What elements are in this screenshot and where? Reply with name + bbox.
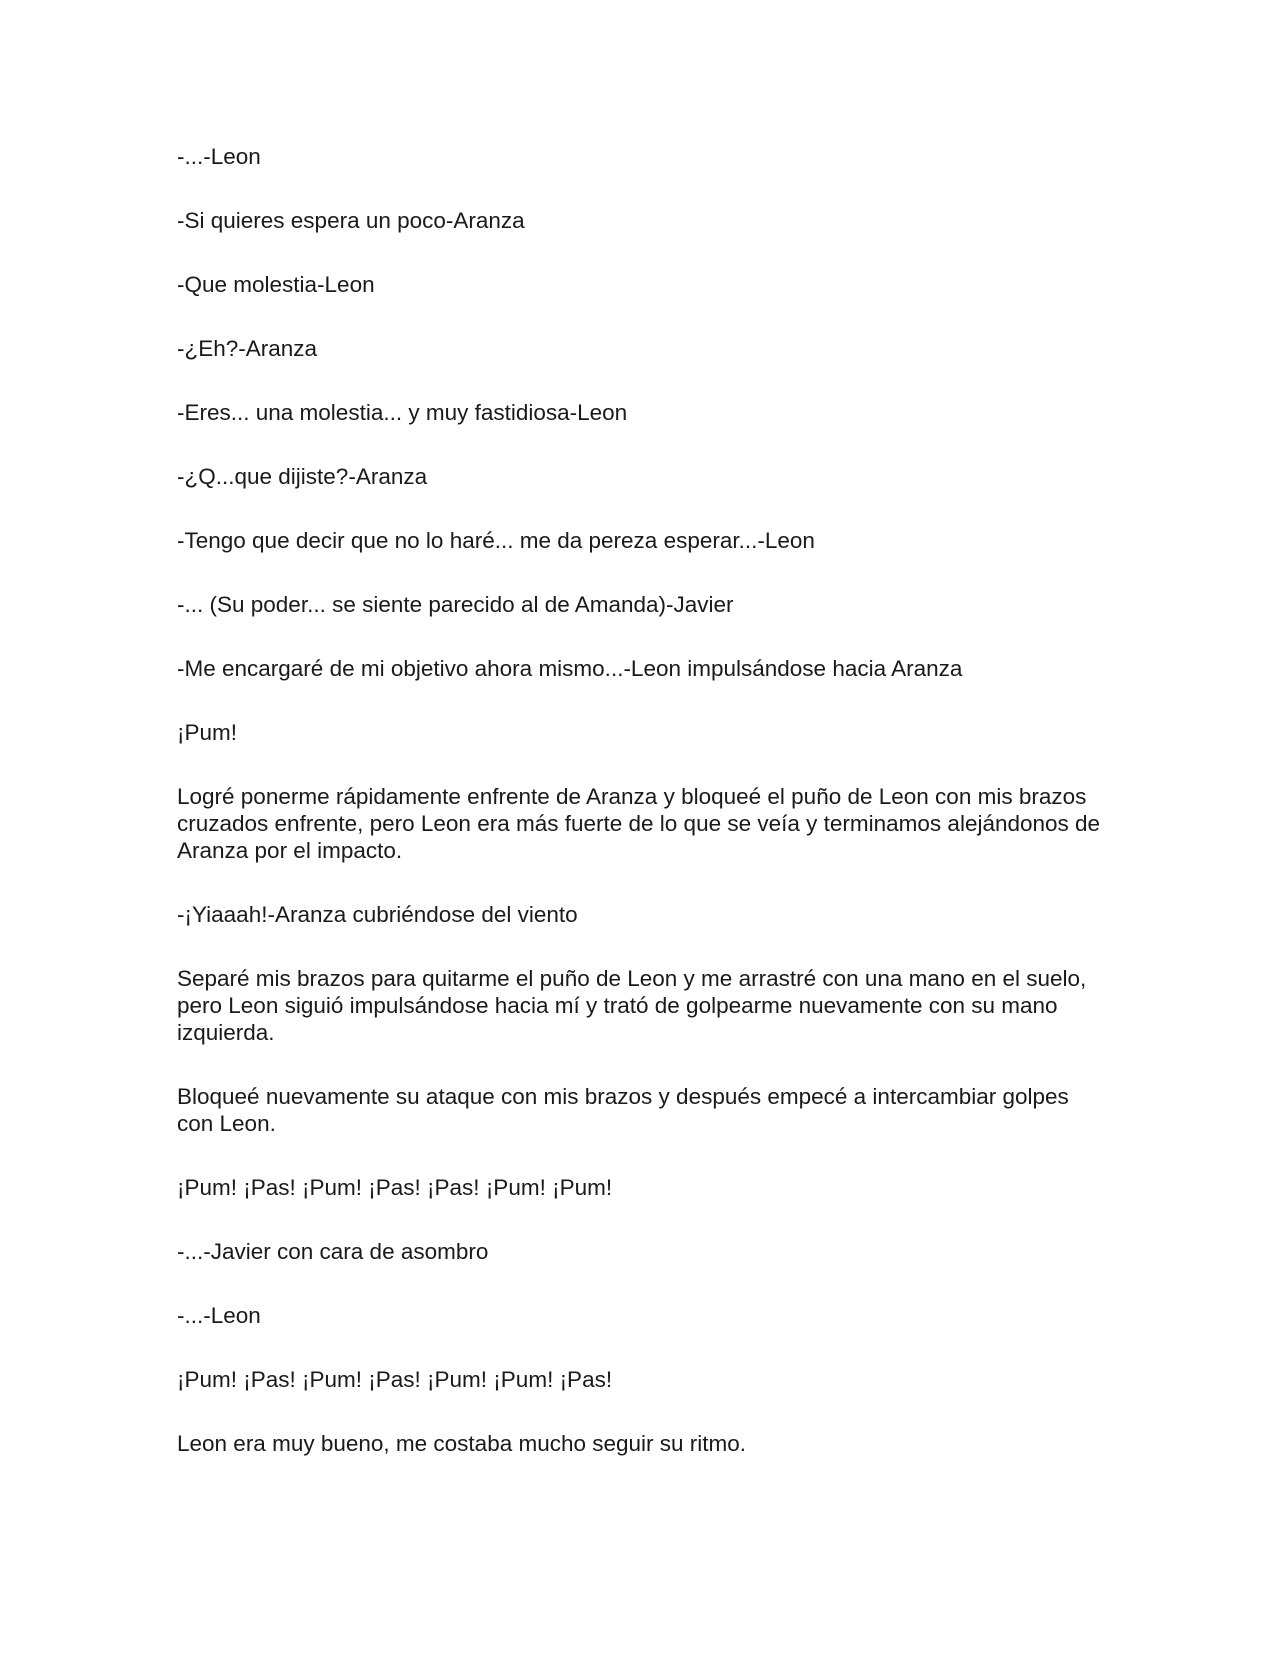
paragraph: ¡Pum! bbox=[177, 720, 238, 745]
paragraph: ¡Pum! ¡Pas! ¡Pum! ¡Pas! ¡Pum! ¡Pum! ¡Pas! bbox=[177, 1367, 613, 1392]
paragraph: ¡Pum! ¡Pas! ¡Pum! ¡Pas! ¡Pas! ¡Pum! ¡Pum! bbox=[177, 1175, 613, 1200]
paragraph: -...-Leon bbox=[177, 144, 261, 169]
paragraph: -Que molestia-Leon bbox=[177, 272, 375, 297]
paragraph: -Eres... una molestia... y muy fastidiosa-Leon bbox=[177, 400, 628, 425]
paragraph: -... (Su poder... se siente parecido al de Amanda)-Javier bbox=[177, 592, 734, 617]
paragraph: -¿Q...que dijiste?-Aranza bbox=[177, 464, 428, 489]
document-body bbox=[177, 143, 1107, 1494]
paragraph: -¡Yiaaah!-Aranza cubriéndose del viento bbox=[177, 902, 578, 927]
paragraph: Bloqueé nuevamente su ataque con mis brazos y después empecé a intercambiar golpes con Leon. bbox=[177, 1084, 1069, 1136]
paragraph: -Me encargaré de mi objetivo ahora mismo...-Leon impulsándose hacia Aranza bbox=[177, 656, 963, 681]
paragraph: -...-Javier con cara de asombro bbox=[177, 1239, 489, 1264]
paragraph: -...-Leon bbox=[177, 1303, 261, 1328]
paragraph: -¿Eh?-Aranza bbox=[177, 336, 318, 361]
paragraph: Logré ponerme rápidamente enfrente de Aranza y bloqueé el puño de Leon con mis brazos cruzados enfrente, pero Leon era más fuerte de lo que se veía y terminamos alejándonos de Aranza por el impacto. bbox=[177, 784, 1101, 863]
paragraph: Separé mis brazos para quitarme el puño de Leon y me arrastré con una mano en el suelo, pero Leon siguió impulsándose hacia mí y trató de golpearme nuevamente con su mano izquierda. bbox=[177, 966, 1087, 1045]
paragraph: Leon era muy bueno, me costaba mucho seguir su ritmo. bbox=[177, 1431, 747, 1456]
paragraph: -Si quieres espera un poco-Aranza bbox=[177, 208, 525, 233]
paragraph: -Tengo que decir que no lo haré... me da pereza esperar...-Leon bbox=[177, 528, 815, 553]
